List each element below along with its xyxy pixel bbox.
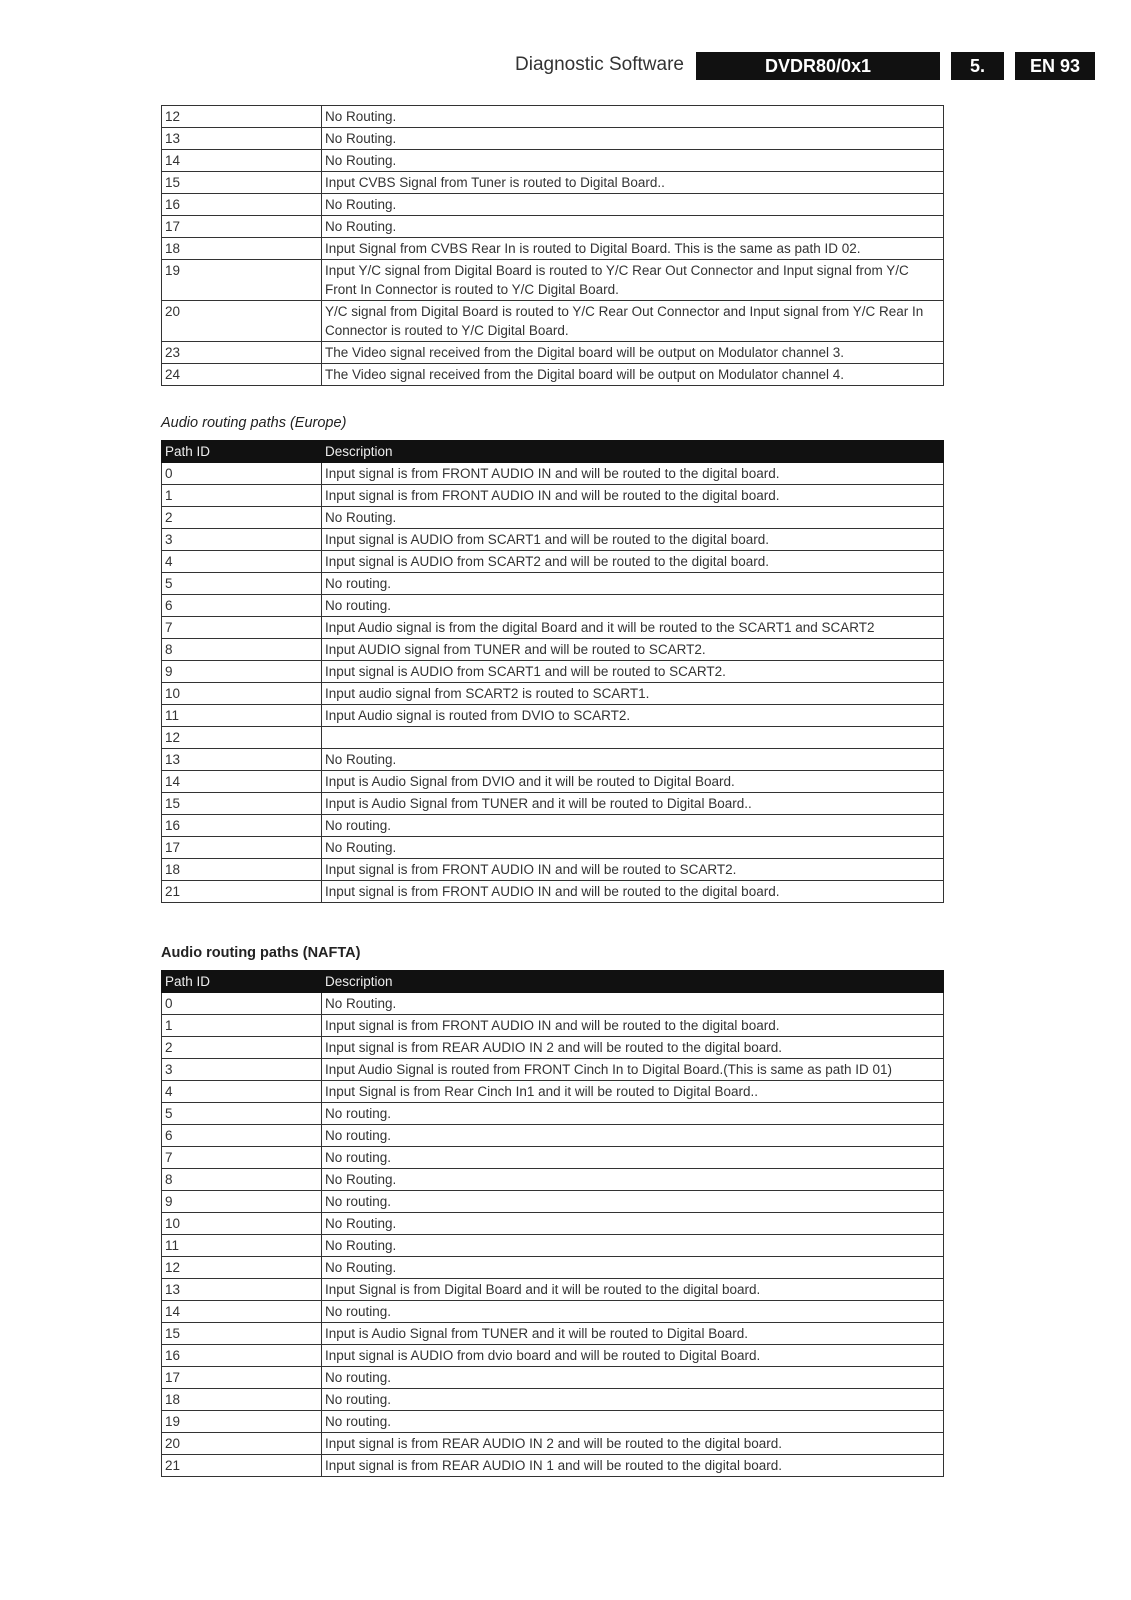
description-cell: No Routing. <box>322 128 944 150</box>
table-row <box>162 1103 944 1125</box>
description-cell <box>322 727 944 749</box>
path-id-cell: 7 <box>162 617 322 639</box>
table-row <box>162 1411 944 1433</box>
section-title: Diagnostic Software <box>515 54 684 75</box>
description-cell: No Routing. <box>322 1257 944 1279</box>
table-row <box>162 1169 944 1191</box>
path-id-cell: 12 <box>162 106 322 128</box>
path-id-cell: 5 <box>162 573 322 595</box>
path-id-cell: 1 <box>162 485 322 507</box>
path-id-cell: 2 <box>162 1037 322 1059</box>
description-cell: No routing. <box>322 1191 944 1213</box>
table-row <box>162 463 944 485</box>
path-id-cell: 17 <box>162 216 322 238</box>
path-id-cell: 14 <box>162 771 322 793</box>
path-id-cell: 16 <box>162 1345 322 1367</box>
description-cell: Input signal is from FRONT AUDIO IN and will be routed to the digital board. <box>322 881 944 903</box>
table-row <box>162 507 944 529</box>
path-id-cell: 15 <box>162 1323 322 1345</box>
description-cell: Input signal is AUDIO from SCART1 and will be routed to the digital board. <box>322 529 944 551</box>
description-cell: No routing. <box>322 595 944 617</box>
description-cell: Input signal is AUDIO from dvio board and will be routed to Digital Board. <box>322 1345 944 1367</box>
description-cell: No Routing. <box>322 106 944 128</box>
description-cell: No routing. <box>322 1367 944 1389</box>
audio-nafta-table-body <box>162 993 944 1477</box>
table-row <box>162 1433 944 1455</box>
column-header-description: Description <box>322 441 944 463</box>
path-id-cell: 7 <box>162 1147 322 1169</box>
table-row <box>162 793 944 815</box>
table-row <box>162 1191 944 1213</box>
description-cell: Input Signal from CVBS Rear In is routed to Digital Board. This is the same as path ID 02. <box>322 238 944 260</box>
table-row <box>162 260 944 301</box>
path-id-cell: 6 <box>162 1125 322 1147</box>
audio-nafta-section <box>161 970 944 1477</box>
video-table-body <box>162 106 944 386</box>
audio-nafta-table <box>161 970 944 1477</box>
description-cell: No routing. <box>322 573 944 595</box>
table-header-row <box>162 441 944 463</box>
description-cell: Input signal is from REAR AUDIO IN 1 and will be routed to the digital board. <box>322 1455 944 1477</box>
path-id-cell: 11 <box>162 1235 322 1257</box>
description-cell: No routing. <box>322 1147 944 1169</box>
audio-europe-table <box>161 440 944 903</box>
path-id-cell: 8 <box>162 639 322 661</box>
path-id-cell: 19 <box>162 1411 322 1433</box>
table-row <box>162 1323 944 1345</box>
table-header-row <box>162 971 944 993</box>
description-cell: No routing. <box>322 1411 944 1433</box>
description-cell: Input signal is AUDIO from SCART2 and will be routed to the digital board. <box>322 551 944 573</box>
description-cell: No Routing. <box>322 1169 944 1191</box>
description-cell: No routing. <box>322 815 944 837</box>
path-id-cell: 18 <box>162 1389 322 1411</box>
table-row <box>162 150 944 172</box>
path-id-cell: 21 <box>162 1455 322 1477</box>
audio-europe-section <box>161 440 944 903</box>
table-row <box>162 106 944 128</box>
video-routing-table-continued <box>161 105 944 386</box>
description-cell: Input audio signal from SCART2 is routed to SCART1. <box>322 683 944 705</box>
path-id-cell: 24 <box>162 364 322 386</box>
path-id-cell: 4 <box>162 1081 322 1103</box>
page-header <box>0 52 1131 82</box>
table-row <box>162 1213 944 1235</box>
description-cell: Input Y/C signal from Digital Board is routed to Y/C Rear Out Connector and Input signal from Y/C Front In Connector is routed to Y/C Digital Board. <box>322 260 944 301</box>
table-row <box>162 551 944 573</box>
description-cell: Input Audio Signal is routed from FRONT Cinch In to Digital Board.(This is same as path ID 01) <box>322 1059 944 1081</box>
table-row <box>162 1037 944 1059</box>
path-id-cell: 6 <box>162 595 322 617</box>
table-row <box>162 301 944 342</box>
path-id-cell: 18 <box>162 859 322 881</box>
video-table <box>161 105 944 386</box>
path-id-cell: 13 <box>162 128 322 150</box>
model-badge: DVDR80/0x1 <box>696 52 940 80</box>
path-id-cell: 10 <box>162 1213 322 1235</box>
audio-nafta-caption: Audio routing paths (NAFTA) <box>161 945 361 961</box>
path-id-cell: 13 <box>162 1279 322 1301</box>
description-cell: Input signal is from FRONT AUDIO IN and will be routed to SCART2. <box>322 859 944 881</box>
description-cell: Input signal is from REAR AUDIO IN 2 and will be routed to the digital board. <box>322 1037 944 1059</box>
table-row <box>162 1081 944 1103</box>
description-cell: Input signal is from REAR AUDIO IN 2 and will be routed to the digital board. <box>322 1433 944 1455</box>
audio-europe-table-body <box>162 463 944 903</box>
table-row <box>162 128 944 150</box>
table-row <box>162 859 944 881</box>
table-row <box>162 1059 944 1081</box>
column-header-description: Description <box>322 971 944 993</box>
description-cell: No routing. <box>322 1389 944 1411</box>
table-row <box>162 529 944 551</box>
path-id-cell: 16 <box>162 815 322 837</box>
description-cell: No Routing. <box>322 749 944 771</box>
description-cell: The Video signal received from the Digital board will be output on Modulator channel 3. <box>322 342 944 364</box>
table-row <box>162 342 944 364</box>
table-row <box>162 1455 944 1477</box>
description-cell: Input signal is AUDIO from SCART1 and will be routed to SCART2. <box>322 661 944 683</box>
description-cell: Input signal is from FRONT AUDIO IN and will be routed to the digital board. <box>322 463 944 485</box>
path-id-cell: 12 <box>162 727 322 749</box>
table-row <box>162 194 944 216</box>
path-id-cell: 15 <box>162 793 322 815</box>
table-row <box>162 881 944 903</box>
table-row <box>162 573 944 595</box>
description-cell: No routing. <box>322 1125 944 1147</box>
audio-europe-caption: Audio routing paths (Europe) <box>161 415 347 431</box>
path-id-cell: 23 <box>162 342 322 364</box>
description-cell: No Routing. <box>322 1235 944 1257</box>
table-row <box>162 993 944 1015</box>
column-header-path-id: Path ID <box>162 441 322 463</box>
path-id-cell: 20 <box>162 301 322 342</box>
table-row <box>162 749 944 771</box>
path-id-cell: 13 <box>162 749 322 771</box>
table-row <box>162 639 944 661</box>
path-id-cell: 18 <box>162 238 322 260</box>
table-row <box>162 1125 944 1147</box>
description-cell: Input AUDIO signal from TUNER and will be routed to SCART2. <box>322 639 944 661</box>
table-row <box>162 1279 944 1301</box>
table-row <box>162 661 944 683</box>
page-number-badge: EN 93 <box>1015 52 1095 80</box>
table-row <box>162 238 944 260</box>
path-id-cell: 17 <box>162 1367 322 1389</box>
path-id-cell: 9 <box>162 1191 322 1213</box>
description-cell: No routing. <box>322 1301 944 1323</box>
description-cell: The Video signal received from the Digital board will be output on Modulator channel 4. <box>322 364 944 386</box>
table-row <box>162 1257 944 1279</box>
path-id-cell: 12 <box>162 1257 322 1279</box>
path-id-cell: 5 <box>162 1103 322 1125</box>
table-row <box>162 771 944 793</box>
description-cell: No Routing. <box>322 216 944 238</box>
chapter-badge: 5. <box>951 52 1004 80</box>
path-id-cell: 0 <box>162 463 322 485</box>
path-id-cell: 10 <box>162 683 322 705</box>
table-row <box>162 1345 944 1367</box>
table-row <box>162 485 944 507</box>
description-cell: Input Signal is from Digital Board and it will be routed to the digital board. <box>322 1279 944 1301</box>
path-id-cell: 19 <box>162 260 322 301</box>
description-cell: Input Audio signal is routed from DVIO to SCART2. <box>322 705 944 727</box>
table-row <box>162 617 944 639</box>
description-cell: Y/C signal from Digital Board is routed to Y/C Rear Out Connector and Input signal from Y/C Rear In Connector is routed to Y/C Digital Board. <box>322 301 944 342</box>
path-id-cell: 8 <box>162 1169 322 1191</box>
path-id-cell: 4 <box>162 551 322 573</box>
description-cell: Input is Audio Signal from DVIO and it will be routed to Digital Board. <box>322 771 944 793</box>
path-id-cell: 3 <box>162 1059 322 1081</box>
description-cell: No Routing. <box>322 1213 944 1235</box>
table-row <box>162 705 944 727</box>
path-id-cell: 17 <box>162 837 322 859</box>
table-row <box>162 727 944 749</box>
table-row <box>162 1301 944 1323</box>
table-row <box>162 172 944 194</box>
path-id-cell: 0 <box>162 993 322 1015</box>
path-id-cell: 21 <box>162 881 322 903</box>
description-cell: No Routing. <box>322 507 944 529</box>
column-header-path-id: Path ID <box>162 971 322 993</box>
table-row <box>162 1389 944 1411</box>
path-id-cell: 11 <box>162 705 322 727</box>
description-cell: No Routing. <box>322 837 944 859</box>
description-cell: Input is Audio Signal from TUNER and it will be routed to Digital Board.. <box>322 793 944 815</box>
table-row <box>162 683 944 705</box>
path-id-cell: 1 <box>162 1015 322 1037</box>
path-id-cell: 9 <box>162 661 322 683</box>
table-row <box>162 595 944 617</box>
description-cell: No Routing. <box>322 194 944 216</box>
description-cell: Input Signal is from Rear Cinch In1 and it will be routed to Digital Board.. <box>322 1081 944 1103</box>
table-row <box>162 364 944 386</box>
description-cell: No routing. <box>322 1103 944 1125</box>
description-cell: No Routing. <box>322 150 944 172</box>
table-row <box>162 1235 944 1257</box>
table-row <box>162 1015 944 1037</box>
path-id-cell: 16 <box>162 194 322 216</box>
description-cell: Input Audio signal is from the digital Board and it will be routed to the SCART1 and SCART2 <box>322 617 944 639</box>
description-cell: Input signal is from FRONT AUDIO IN and will be routed to the digital board. <box>322 1015 944 1037</box>
table-row <box>162 815 944 837</box>
table-row <box>162 837 944 859</box>
path-id-cell: 20 <box>162 1433 322 1455</box>
description-cell: No Routing. <box>322 993 944 1015</box>
path-id-cell: 3 <box>162 529 322 551</box>
description-cell: Input is Audio Signal from TUNER and it will be routed to Digital Board. <box>322 1323 944 1345</box>
description-cell: Input CVBS Signal from Tuner is routed to Digital Board.. <box>322 172 944 194</box>
table-row <box>162 1367 944 1389</box>
table-row <box>162 1147 944 1169</box>
path-id-cell: 2 <box>162 507 322 529</box>
description-cell: Input signal is from FRONT AUDIO IN and will be routed to the digital board. <box>322 485 944 507</box>
path-id-cell: 15 <box>162 172 322 194</box>
table-row <box>162 216 944 238</box>
path-id-cell: 14 <box>162 1301 322 1323</box>
path-id-cell: 14 <box>162 150 322 172</box>
